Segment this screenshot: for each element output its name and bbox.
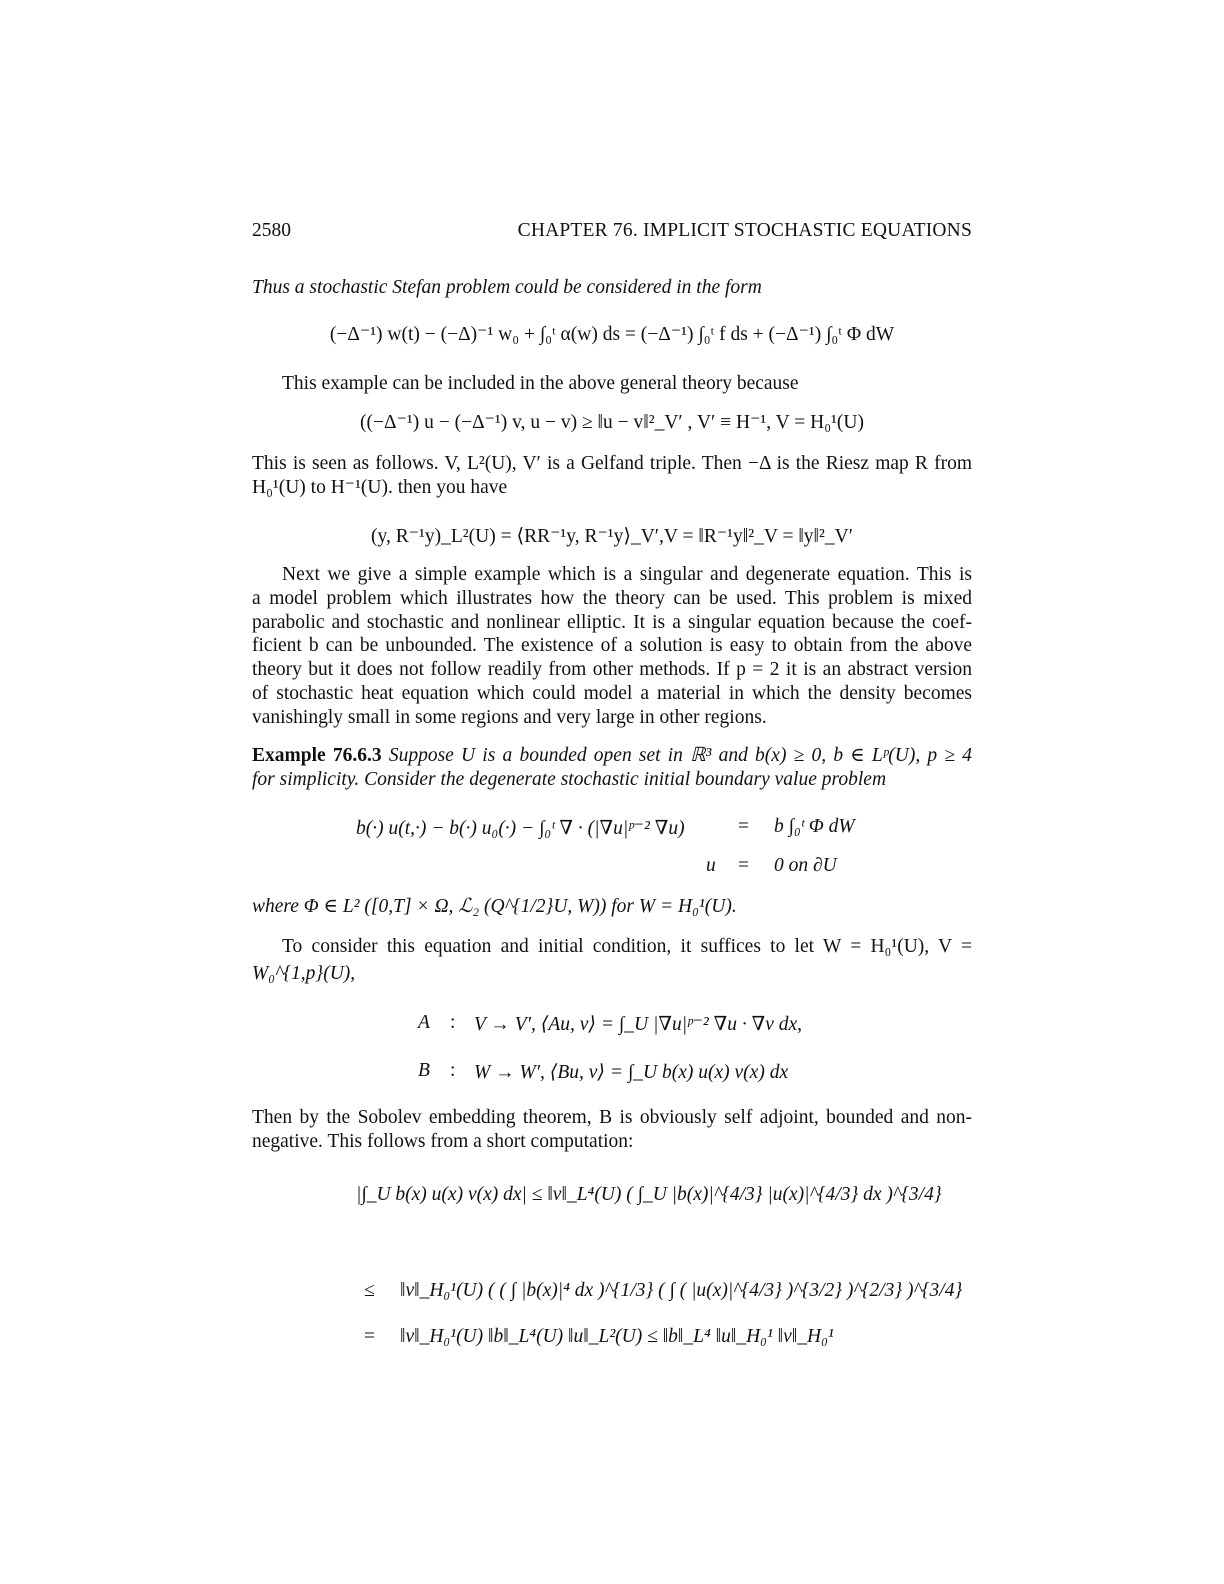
operator-a-def: V → V′, ⟨Au, v⟩ = ∫_U |∇u|ᵖ⁻² ∇u · ∇v dx, <box>474 1014 803 1035</box>
paragraph-line: ficient b can be unbounded. The existence of a solution is easy to obtain from the above <box>252 635 972 657</box>
chapter-title: CHAPTER 76. IMPLICIT STOCHASTIC EQUATIONS <box>517 220 972 241</box>
operator-a-label: A <box>418 1012 430 1033</box>
boundary-relation: = <box>738 855 749 876</box>
sobolev-line-1: Then by the Sobolev embedding theorem, B is obviously self adjoint, bounded and non- <box>252 1107 972 1128</box>
paragraph-line: Next we give a simple example which is a singular and degenerate equation. This is <box>282 564 972 585</box>
consider-line-2: W₀^{1,p}(U), <box>252 963 356 984</box>
paragraph-line: a model problem which illustrates how the theory can be used. This problem is mixed <box>252 587 972 609</box>
sobolev-line-2: negative. This follows from a short computation: <box>252 1131 634 1152</box>
computation-row-2-relation: ≤ <box>364 1280 375 1301</box>
example-statement-line-2: for simplicity. Consider the degenerate stochastic initial boundary value problem <box>252 769 887 790</box>
computation-row-3-relation: = <box>364 1326 375 1347</box>
boundary-lhs: u <box>706 855 716 876</box>
pde-relation: = <box>738 816 749 837</box>
paragraph-line: theory but it does not follow readily from other methods. If p = 2 it is an abstract version <box>252 659 972 681</box>
boundary-rhs: 0 on ∂U <box>774 855 837 876</box>
pde-rhs: b ∫₀ᵗ Φ dW <box>774 816 855 837</box>
computation-row-1: |∫_U b(x) u(x) v(x) dx| ≤ ‖v‖_L⁴(U) ( ∫_U |b(x)|^{4/3} |u(x)|^{4/3} dx )^{3/4} <box>356 1184 942 1205</box>
included-line: This example can be included in the above general theory because <box>282 373 799 394</box>
example-intro-paragraph <box>252 563 972 730</box>
paragraph-line: of stochastic heat equation which could model a material in which the density becomes <box>252 682 972 704</box>
computation-row-3: ‖v‖_H₀¹(U) ‖b‖_L⁴(U) ‖u‖_L²(U) ≤ ‖b‖_L⁴ ‖u‖_H₀¹ ‖v‖_H₀¹ <box>400 1326 834 1347</box>
seen-line-2: H₀¹(U) to H⁻¹(U). then you have <box>252 477 508 498</box>
stefan-equation: (−Δ⁻¹) w(t) − (−Δ)⁻¹ w₀ + ∫₀ᵗ α(w) ds = (−Δ⁻¹) ∫₀ᵗ f ds + (−Δ⁻¹) ∫₀ᵗ Φ dW <box>329 324 895 345</box>
paragraph-line: parabolic and stochastic and nonlinear elliptic. It is a singular equation because the coef- <box>252 611 972 633</box>
example-statement-line-1 <box>252 744 972 768</box>
riesz-equation: (y, R⁻¹y)_L²(U) = ⟨RR⁻¹y, R⁻¹y⟩_V′,V = ‖R⁻¹y‖²_V = ‖y‖²_V′ <box>371 526 853 547</box>
operator-b-sep: : <box>450 1060 456 1081</box>
example-text: Suppose U is a bounded open set in ℝ³ and b(x) ≥ 0, b ∈ Lᵖ(U), p ≥ 4 <box>388 745 973 766</box>
seen-line-1: This is seen as follows. V, L²(U), V′ is a Gelfand triple. Then −Δ is the Riesz map R from <box>252 453 972 474</box>
operator-b-def: W → W′, ⟨Bu, v⟩ = ∫_U b(x) u(x) v(x) dx <box>474 1062 789 1083</box>
example-label: Example 76.6.3 <box>252 745 382 766</box>
operator-a-sep: : <box>450 1012 456 1033</box>
pde-lhs: b(·) u(t,·) − b(·) u₀(·) − ∫₀ᵗ ∇ · (|∇u|ᵖ⁻² ∇u) <box>356 818 685 839</box>
operator-b-label: B <box>418 1060 430 1081</box>
monotone-equation: ((−Δ⁻¹) u − (−Δ⁻¹) v, u − v) ≥ ‖u − v‖²_V′ , V′ ≡ H⁻¹, V = H₀¹(U) <box>360 412 864 433</box>
computation-row-2: ‖v‖_H₀¹(U) ( ( ∫ |b(x)|⁴ dx )^{1/3} ( ∫ ( |u(x)|^{4/3} )^{3/2} )^{2/3} )^{3/4} <box>400 1280 963 1301</box>
paragraph-line: vanishingly small in some regions and very large in other regions. <box>252 706 767 728</box>
page-number: 2580 <box>252 220 291 241</box>
where-line: where Φ ∈ L² ([0,T] × Ω, ℒ₂ (Q^{1/2}U, W)) for W = H₀¹(U). <box>252 896 737 917</box>
intro-line: Thus a stochastic Stefan problem could be considered in the form <box>252 277 762 298</box>
consider-line-1: To consider this equation and initial condition, it suffices to let W = H₀¹(U), V = <box>282 936 972 957</box>
